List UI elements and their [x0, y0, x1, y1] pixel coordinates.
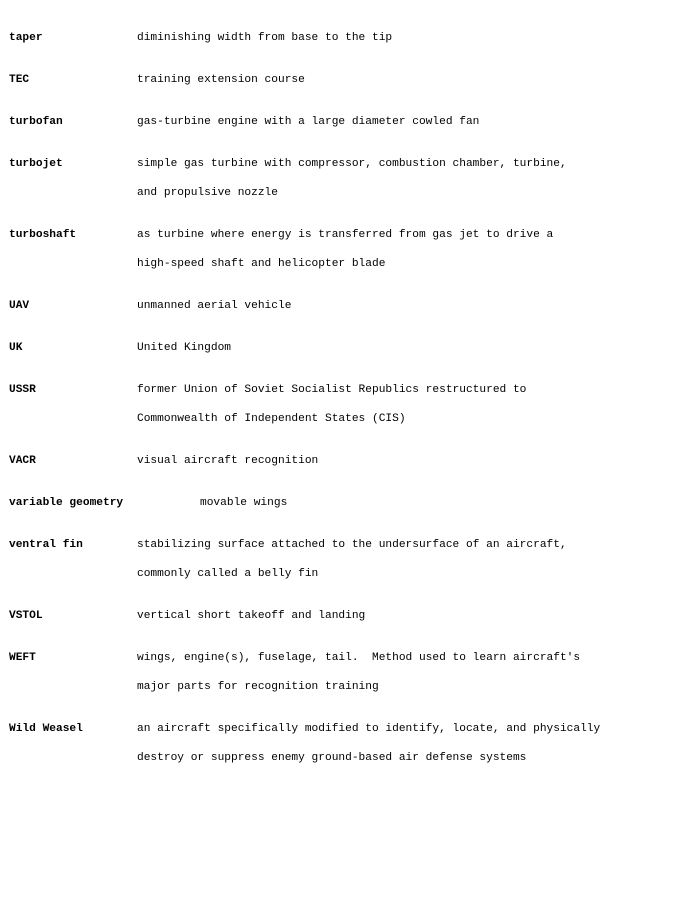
- definition-line: United Kingdom: [137, 342, 231, 354]
- glossary-entry: [9, 602, 693, 631]
- definition-line: training extension course: [137, 74, 305, 86]
- glossary-term: ventral fin: [9, 539, 83, 551]
- glossary-definition: [137, 447, 693, 476]
- glossary-list: [9, 24, 693, 773]
- glossary-definition: [137, 221, 693, 279]
- glossary-entry: [9, 108, 693, 137]
- glossary-definition: [200, 489, 693, 518]
- definition-line: and propulsive nozzle: [137, 187, 278, 199]
- definition-line: movable wings: [200, 497, 288, 509]
- glossary-definition: [137, 108, 693, 137]
- definition-line: major parts for recognition training: [137, 681, 379, 693]
- glossary-term: turbofan: [9, 116, 63, 128]
- glossary-entry: [9, 292, 693, 321]
- glossary-term: UK: [9, 342, 23, 354]
- definition-line: vertical short takeoff and landing: [137, 610, 366, 622]
- glossary-term: taper: [9, 32, 43, 44]
- glossary-definition: [137, 376, 693, 434]
- glossary-entry: [9, 447, 693, 476]
- definition-line: commonly called a belly fin: [137, 568, 319, 580]
- glossary-entry: [9, 221, 693, 279]
- glossary-definition: [137, 66, 693, 95]
- glossary-term: UAV: [9, 300, 30, 312]
- glossary-definition: [137, 150, 693, 208]
- definition-line: destroy or suppress enemy ground-based air defense systems: [137, 752, 527, 764]
- glossary-entry: [9, 489, 693, 518]
- glossary-definition: [137, 334, 693, 363]
- glossary-term: Wild Weasel: [9, 723, 83, 735]
- definition-line: unmanned aerial vehicle: [137, 300, 292, 312]
- glossary-definition: [137, 602, 693, 631]
- glossary-term: VSTOL: [9, 610, 43, 622]
- glossary-entry: [9, 66, 693, 95]
- glossary-term: turbojet: [9, 158, 63, 170]
- definition-line: Commonwealth of Independent States (CIS): [137, 413, 406, 425]
- glossary-entry: [9, 531, 693, 589]
- glossary-term: WEFT: [9, 652, 36, 664]
- definition-line: an aircraft specifically modified to identify, locate, and physically: [137, 723, 601, 735]
- definition-line: visual aircraft recognition: [137, 455, 319, 467]
- glossary-definition: [137, 715, 693, 773]
- glossary-term: USSR: [9, 384, 36, 396]
- glossary-term: variable geometry: [9, 497, 124, 509]
- definition-line: former Union of Soviet Socialist Republics restructured to: [137, 384, 527, 396]
- glossary-definition: [137, 24, 693, 53]
- glossary-definition: [137, 644, 693, 702]
- glossary-definition: [137, 531, 693, 589]
- definition-line: wings, engine(s), fuselage, tail. Method used to learn aircraft's: [137, 652, 581, 664]
- definition-line: stabilizing surface attached to the undersurface of an aircraft,: [137, 539, 567, 551]
- glossary-entry: [9, 715, 693, 773]
- glossary-term: turboshaft: [9, 229, 77, 241]
- glossary-term: TEC: [9, 74, 30, 86]
- glossary-definition: [137, 292, 693, 321]
- glossary-entry: [9, 644, 693, 702]
- definition-line: diminishing width from base to the tip: [137, 32, 393, 44]
- definition-line: high-speed shaft and helicopter blade: [137, 258, 386, 270]
- definition-line: simple gas turbine with compressor, combustion chamber, turbine,: [137, 158, 567, 170]
- definition-line: as turbine where energy is transferred from gas jet to drive a: [137, 229, 554, 241]
- glossary-entry: [9, 150, 693, 208]
- definition-line: gas-turbine engine with a large diameter cowled fan: [137, 116, 480, 128]
- glossary-entry: [9, 334, 693, 363]
- glossary-entry: [9, 24, 693, 53]
- glossary-term: VACR: [9, 455, 36, 467]
- glossary-entry: [9, 376, 693, 434]
